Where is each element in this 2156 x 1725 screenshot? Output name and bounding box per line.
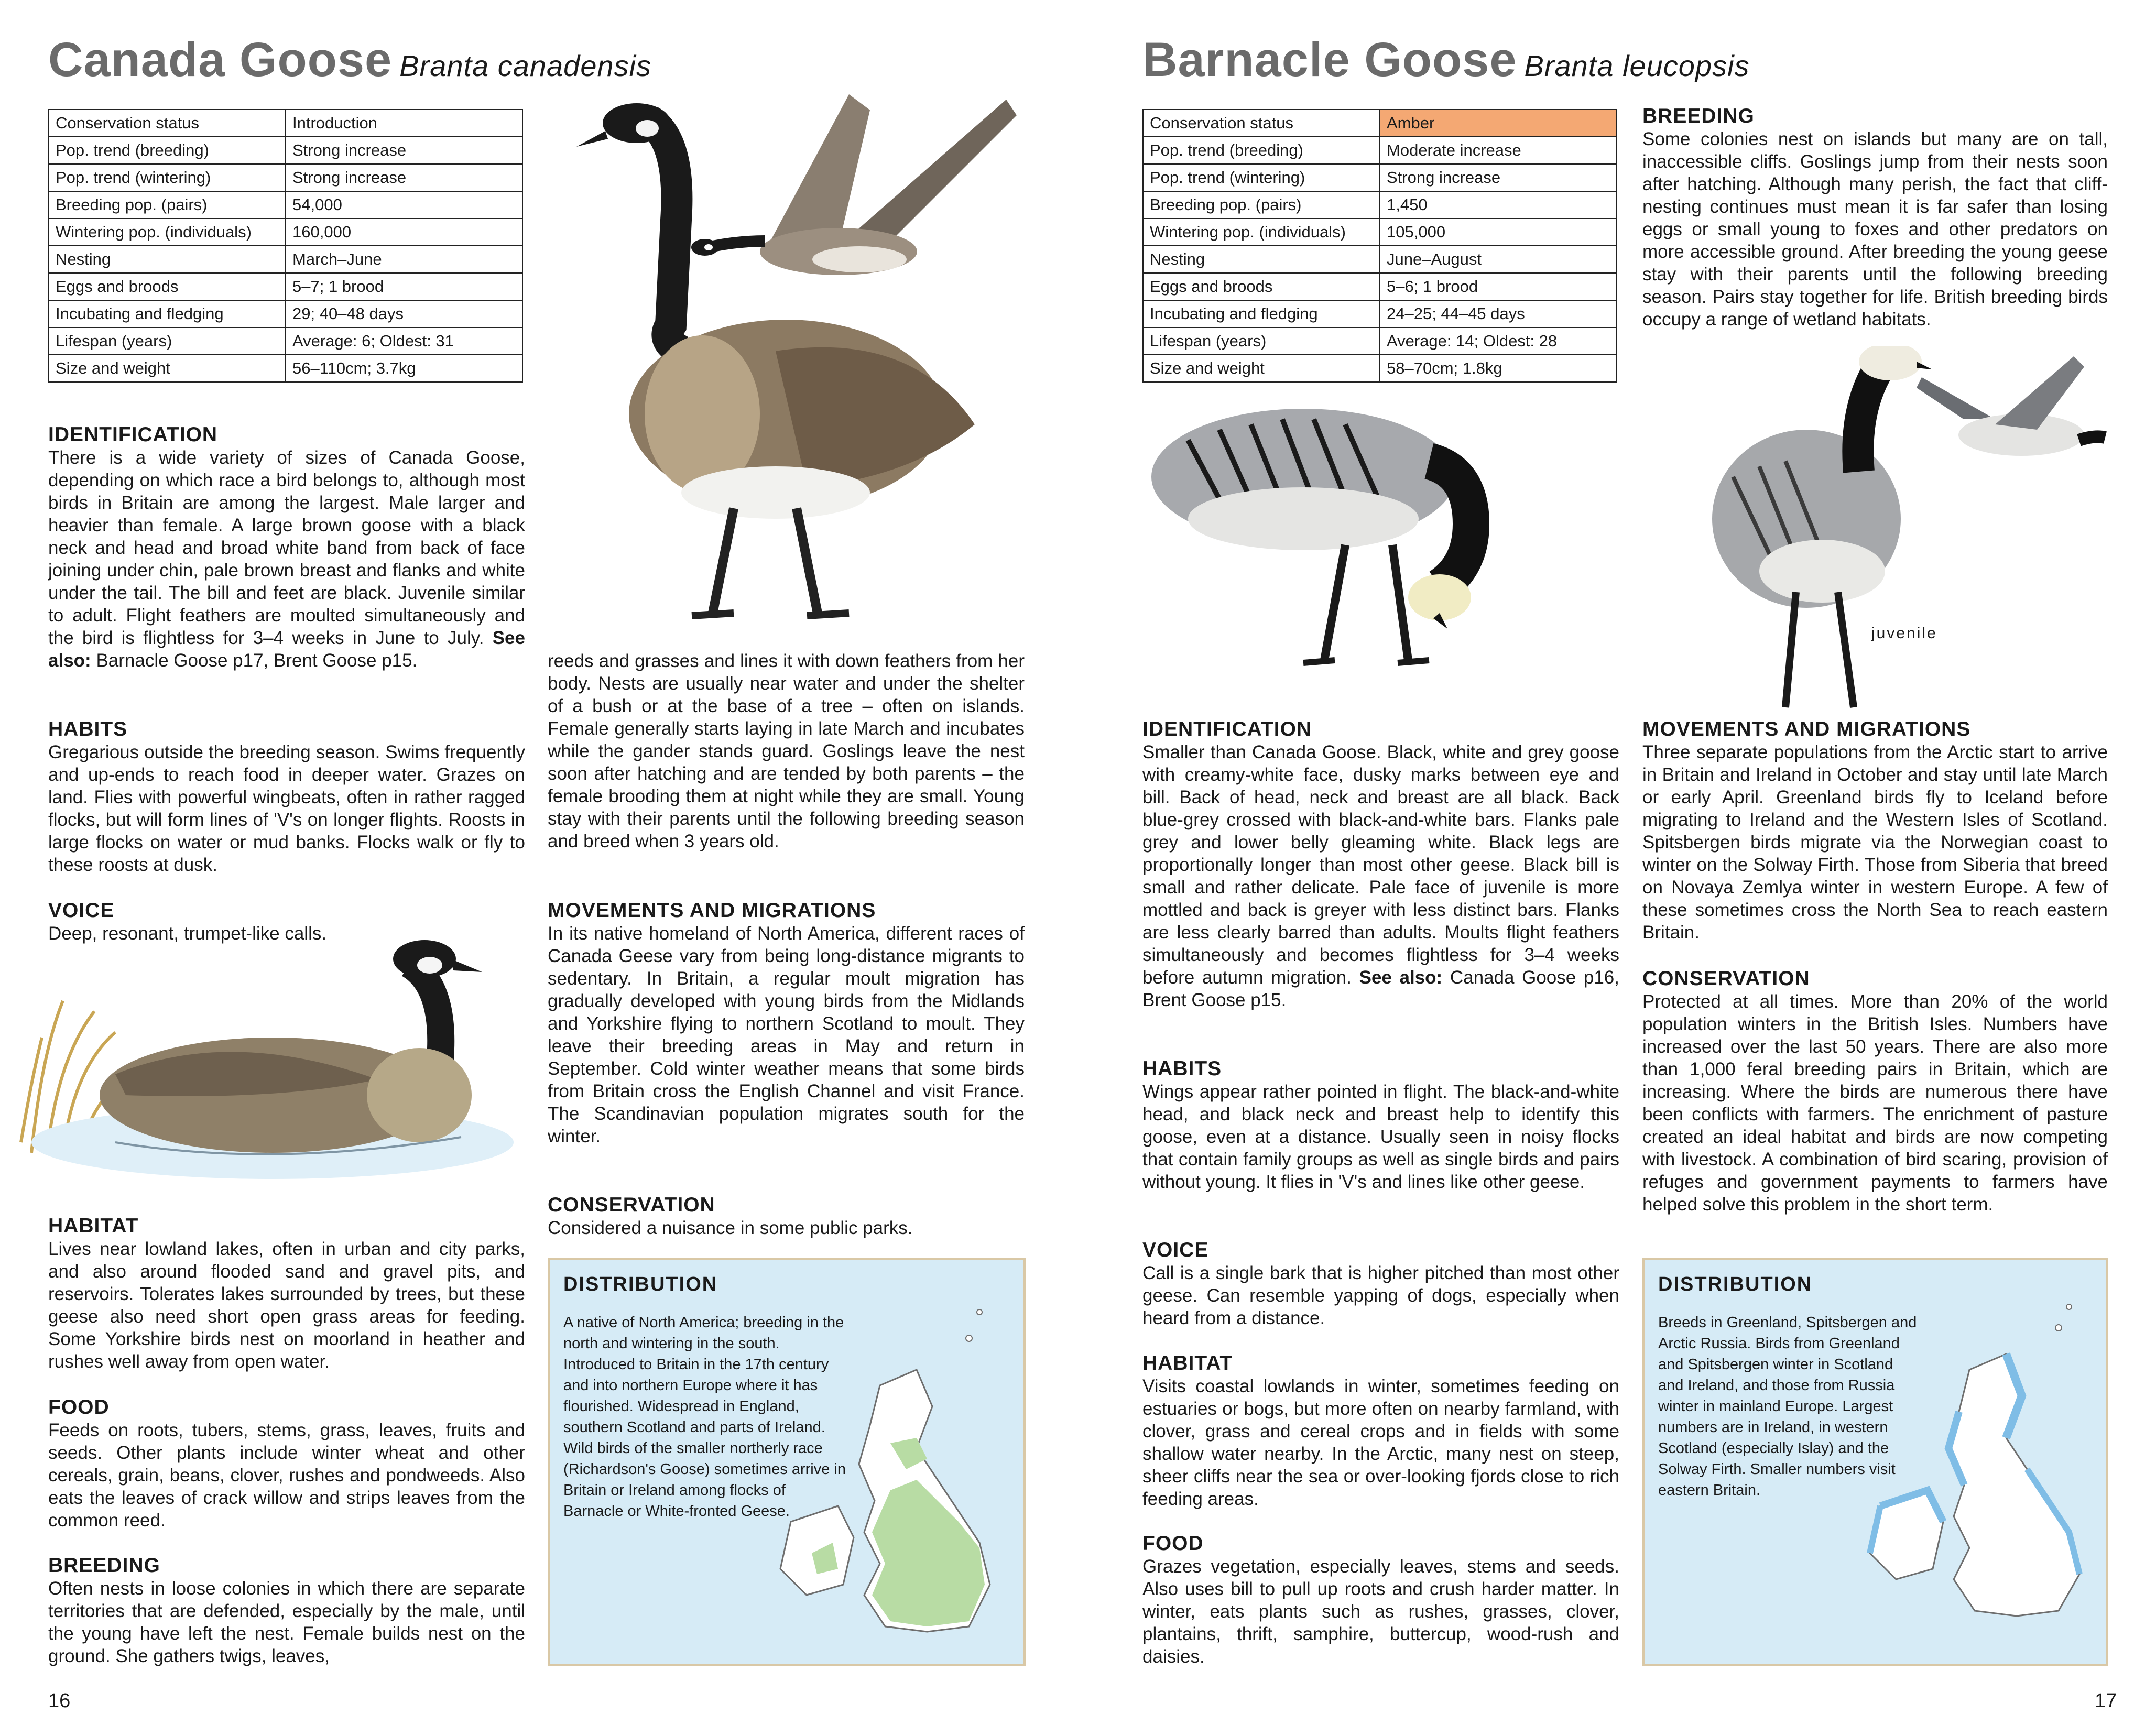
- fact-value: Average: 6; Oldest: 31: [286, 327, 522, 355]
- facts-row: [1143, 191, 1617, 219]
- movements-section: [1642, 718, 2108, 944]
- habitat-text: Visits coastal lowlands in winter, sometimes feeding on estuaries or bogs, but more often on nearby farmland, with clover, grass and cereal crops and in fields with some shallow water nearby. In the Arctic, many nest on steep, sheer cliffs near the sea or over-looking fjords close to rich feeding areas.: [1142, 1376, 1619, 1509]
- habitat-text: Lives near lowland lakes, often in urban and city parks, and also around flooded sand and gravel pits, and reservoirs. Tolerates lakes surrounded by trees, but these geese also need short open grass areas for feeding. Some Yorkshire birds nest on moorland in heather and rushes well away from open water.: [48, 1239, 525, 1372]
- habits-section: [1142, 1057, 1619, 1193]
- fact-value: 56–110cm; 3.7kg: [286, 355, 522, 382]
- breeding-text: Some colonies nest on islands but many are on tall, inaccessible cliffs. Goslings jump from their nests soon after hatching. Although many perish, the fact that cliff-nesting continues must mean it is far safer than losing eggs or small young to foxes and other predators on more accessible ground. After breeding the young geese stay with their parents until the following breeding season. Pairs stay together for life. British breeding birds occupy a range of wetland habitats.: [1642, 129, 2108, 330]
- facts-row: [1143, 164, 1617, 191]
- fact-value: Strong increase: [286, 137, 522, 164]
- distribution-text: A native of North America; breeding in the north and wintering in the south. Introduced to Britain in the 17th century and into northern Europe where it has flourished. Widespread in England, southern Scotland and parts of Ireland. Wild birds of the smaller northerly race (Richardson's Goose) sometimes arrive in Britain or Ireland among flocks of Barnacle or White-fronted Geese.: [563, 1314, 846, 1520]
- species-title: Barnacle Goose Branta leucopsis: [1142, 33, 1750, 86]
- fact-label: Pop. trend (breeding): [1143, 137, 1380, 164]
- facts-row: [49, 137, 522, 164]
- juvenile-goose: [1712, 346, 1932, 707]
- breeding-section: [1642, 105, 2108, 331]
- identification-heading: IDENTIFICATION: [1142, 718, 1312, 740]
- page-right: [1078, 0, 2156, 1725]
- facts-row: [1143, 137, 1617, 164]
- fact-value: 105,000: [1380, 219, 1617, 246]
- distribution-map: [1849, 1291, 2100, 1626]
- fact-label: Incubating and fledging: [1143, 300, 1380, 327]
- grazing-goose: [1151, 409, 1471, 663]
- facts-row: [49, 246, 522, 273]
- breeding-section: [48, 1554, 525, 1667]
- identification-section: [48, 423, 525, 672]
- facts-row: [49, 273, 522, 300]
- scientific-name: Branta canadensis: [399, 49, 652, 82]
- facts-table: [48, 109, 523, 383]
- fact-value: 5–6; 1 brood: [1380, 273, 1617, 300]
- facts-row: [1143, 273, 1617, 300]
- facts-row: [49, 355, 522, 382]
- habitat-heading: HABITAT: [48, 1215, 139, 1237]
- movements-heading: MOVEMENTS AND MIGRATIONS: [1642, 718, 1971, 740]
- conservation-heading: CONSERVATION: [548, 1194, 715, 1216]
- movements-text: Three separate populations from the Arctic start to arrive in Britain and Ireland in October and stay until late March or early April. Greenland birds fly to Iceland before migrating to Ireland and the Western Isles of Scotland. Spitsbergen birds migrate via the Norwegian coast to winter on the Solway Firth. Those from Siberia that breed on Novaya Zemlya winter in western Europe. A few of these sometimes cross the North Sea to reach eastern Britain.: [1642, 742, 2108, 943]
- voice-heading: VOICE: [48, 899, 115, 922]
- fact-value: June–August: [1380, 246, 1617, 273]
- page-number: 17: [2095, 1690, 2117, 1712]
- habits-section: [48, 718, 525, 876]
- fact-label: Breeding pop. (pairs): [49, 191, 286, 219]
- facts-row: [49, 327, 522, 355]
- breeding-text: Often nests in loose colonies in which there are separate territories that are defended, especially by the male, until the young have left the nest. Female builds nest on the ground. She gathers twigs, leaves,: [48, 1578, 525, 1666]
- barnacle-goose-illustration: [1146, 346, 2116, 713]
- distribution-map: [759, 1291, 1021, 1658]
- distribution-box: [548, 1258, 1026, 1666]
- food-text: Feeds on roots, tubers, stems, grass, leaves, fruits and seeds. Other plants include winter wheat and other cereals, grain, beans, clover, rushes and pondweeds. Also eats the leaves of crack willow and strips leaves from the common reed.: [48, 1420, 525, 1531]
- fact-label: Pop. trend (wintering): [49, 164, 286, 191]
- facts-row: [1143, 110, 1617, 137]
- fact-value: 5–7; 1 brood: [286, 273, 522, 300]
- voice-text: Deep, resonant, trumpet-like calls.: [48, 923, 327, 944]
- fact-label: Wintering pop. (individuals): [49, 219, 286, 246]
- facts-row: [49, 164, 522, 191]
- breeding-heading: BREEDING: [1642, 105, 1755, 127]
- fact-label: Incubating and fledging: [49, 300, 286, 327]
- voice-section: [1142, 1239, 1619, 1329]
- food-section: [1142, 1532, 1619, 1668]
- identification-text: Smaller than Canada Goose. Black, white and grey goose with creamy-white face, dusky marks between eye and bill. Back of head, neck and breast are all black. Back blue-grey crossed with black-and-white bars. Flanks pale grey and lower belly gleaming white. Black legs are proportionally longer than most other geese. Black bill is small and rather delicate. Pale face of juvenile is more mottled and back is greyer with less distinct bars. Flanks are less clearly barred than adults. Moults flight feathers simultaneously and becomes flightless for 3–4 weeks before autumn migration. See also: Canada Goose p16, Brent Goose p15.: [1142, 742, 1619, 1010]
- fact-label: Eggs and broods: [49, 273, 286, 300]
- fact-value: 160,000: [286, 219, 522, 246]
- movements-heading: MOVEMENTS AND MIGRATIONS: [548, 899, 876, 922]
- fact-value: 58–70cm; 1.8kg: [1380, 355, 1617, 382]
- fact-label: Nesting: [49, 246, 286, 273]
- fact-value: Moderate increase: [1380, 137, 1617, 164]
- fact-value: Strong increase: [1380, 164, 1617, 191]
- distribution-box: [1642, 1258, 2108, 1666]
- fact-label: Pop. trend (wintering): [1143, 164, 1380, 191]
- food-section: [48, 1396, 525, 1532]
- movements-text: In its native homeland of North America, different races of Canada Geese vary from being long-distance migrants to sedentary. In Britain, a regular moult migration has gradually developed with young birds from the Midlands and Yorkshire flying to northern Scotland to moult. They leave their breeding areas in May and return in September. Cold winter weather means that some birds from Britain cross the English Channel and visit France. The Scandinavian population migrates south for the winter.: [548, 923, 1025, 1147]
- distribution-heading: DISTRIBUTION: [563, 1273, 718, 1295]
- fact-label: Nesting: [1143, 246, 1380, 273]
- facts-table: [1142, 109, 1617, 383]
- scientific-name: Branta leucopsis: [1524, 49, 1750, 82]
- food-heading: FOOD: [48, 1396, 110, 1418]
- distribution-heading: DISTRIBUTION: [1658, 1273, 1813, 1295]
- fact-label: Lifespan (years): [1143, 327, 1380, 355]
- habitat-section: [48, 1215, 525, 1373]
- habits-heading: HABITS: [1142, 1057, 1222, 1080]
- breeding-continued-text: reeds and grasses and lines it with down feathers from her body. Nests are usually near water and under the shelter of a bush or at the base of a tree – often on islands. Female generally starts laying in late March and incubates while the gander stands guard. Goslings leave the nest soon after hatching and are tended by both parents – the female brooding them at night while they are small. Young stay with their parents until the following breeding season and breed when 3 years old.: [548, 651, 1025, 851]
- conservation-section: [1642, 967, 2108, 1216]
- fact-label: Conservation status: [1143, 110, 1380, 137]
- facts-row: [49, 300, 522, 327]
- habits-heading: HABITS: [48, 718, 128, 740]
- species-title: Canada Goose Branta canadensis: [48, 33, 652, 86]
- conservation-text: Considered a nuisance in some public parks.: [548, 1218, 913, 1238]
- facts-row: [1143, 219, 1617, 246]
- flying-goose: [691, 94, 1017, 275]
- fact-label: Conservation status: [49, 110, 286, 137]
- fact-label: Lifespan (years): [49, 327, 286, 355]
- distribution-text: Breeds in Greenland, Spitsbergen and Arctic Russia. Birds from Greenland and Spitsbergen winter in Scotland and Ireland, and those from Russia winter in mainland Europe. Largest numbers are in Ireland, in western Scotland (especially Islay) and the Solway Firth. Smaller numbers visit eastern Britain.: [1658, 1314, 1917, 1499]
- fact-value: Amber: [1380, 110, 1617, 137]
- fact-label: Size and weight: [49, 355, 286, 382]
- fact-value: March–June: [286, 246, 522, 273]
- fact-label: Breeding pop. (pairs): [1143, 191, 1380, 219]
- fact-label: Eggs and broods: [1143, 273, 1380, 300]
- conservation-section: [548, 1194, 1025, 1239]
- page-number: 16: [48, 1690, 71, 1712]
- fact-value: Average: 14; Oldest: 28: [1380, 327, 1617, 355]
- fact-value: Introduction: [286, 110, 522, 137]
- fact-value: Strong increase: [286, 164, 522, 191]
- fact-label: Size and weight: [1143, 355, 1380, 382]
- identification-heading: IDENTIFICATION: [48, 423, 218, 446]
- identification-text: There is a wide variety of sizes of Canada Goose, depending on which race a bird belongs to, although most birds in Britain are among the largest. Male larger and heavier than female. A large brown goose with a black neck and head and broad white band from back of face joining under chin, pale brown breast and flanks and white under the tail. The bill and feet are black. Juvenile similar to adult. Flight feathers are moulted simultaneously and the bird is flightless for 3–4 weeks in June to July. See also: Barnacle Goose p17, Brent Goose p15.: [48, 447, 525, 671]
- habitat-heading: HABITAT: [1142, 1352, 1233, 1374]
- food-heading: FOOD: [1142, 1532, 1204, 1555]
- conservation-heading: CONSERVATION: [1642, 967, 1810, 990]
- fact-label: Wintering pop. (individuals): [1143, 219, 1380, 246]
- facts-row: [49, 110, 522, 137]
- habitat-section: [1142, 1352, 1619, 1510]
- voice-text: Call is a single bark that is higher pitched than most other geese. Can resemble yapping of dogs, especially when heard from a distance.: [1142, 1263, 1619, 1328]
- habits-text: Gregarious outside the breeding season. Swims frequently and up-ends to reach food in deeper water. Grazes on land. Flies with powerful wingbeats, often in rather ragged flocks, but will form lines of 'V's on longer flights. Roosts in large flocks on water or mud banks. Flocks walk or fly to these roosts at dusk.: [48, 742, 525, 875]
- identification-section: [1142, 718, 1619, 1011]
- movements-section: [548, 899, 1025, 1148]
- food-text: Grazes vegetation, especially leaves, stems and seeds. Also uses bill to pull up roots and crush harder matter. In winter, eats plants such as rushes, grasses, clover, plantains, thrift, samphire, buttercup, wood-rush and daisies.: [1142, 1556, 1619, 1667]
- flying-goose: [1917, 356, 2105, 456]
- fact-value: 29; 40–48 days: [286, 300, 522, 327]
- voice-heading: VOICE: [1142, 1239, 1209, 1261]
- fact-label: Pop. trend (breeding): [49, 137, 286, 164]
- facts-row: [49, 191, 522, 219]
- facts-row: [1143, 246, 1617, 273]
- facts-row: [49, 219, 522, 246]
- juvenile-caption: juvenile: [1871, 625, 1937, 642]
- canada-goose-illustration: [545, 89, 1048, 634]
- conservation-text: Protected at all times. More than 20% of the world population winters in the British Isles. Numbers have increased over the last 50 years. There are also more than 1,000 feral breeding pairs in Britain, which are increasing. Where the birds are numerous there have been conflicts with farmers. The enrichment of pasture created an ideal habitat and birds are now competing with livestock. A combination of bird scaring, provision of refuges and government payments to farmers have helped solve this problem in the short term.: [1642, 991, 2108, 1215]
- fact-value: 1,450: [1380, 191, 1617, 219]
- breeding-continued: [548, 650, 1025, 853]
- habits-text: Wings appear rather pointed in flight. The black-and-white head, and black neck and breast help to identify this goose, even at a distance. Usually seen in noisy flocks that contain family groups as well as single birds and pairs without young. It flies in 'V's and lines like other geese.: [1142, 1082, 1619, 1192]
- facts-row: [1143, 300, 1617, 327]
- fact-value: 54,000: [286, 191, 522, 219]
- breeding-heading: BREEDING: [48, 1554, 160, 1577]
- fact-value: 24–25; 44–45 days: [1380, 300, 1617, 327]
- swimming-goose-illustration: [10, 922, 524, 1195]
